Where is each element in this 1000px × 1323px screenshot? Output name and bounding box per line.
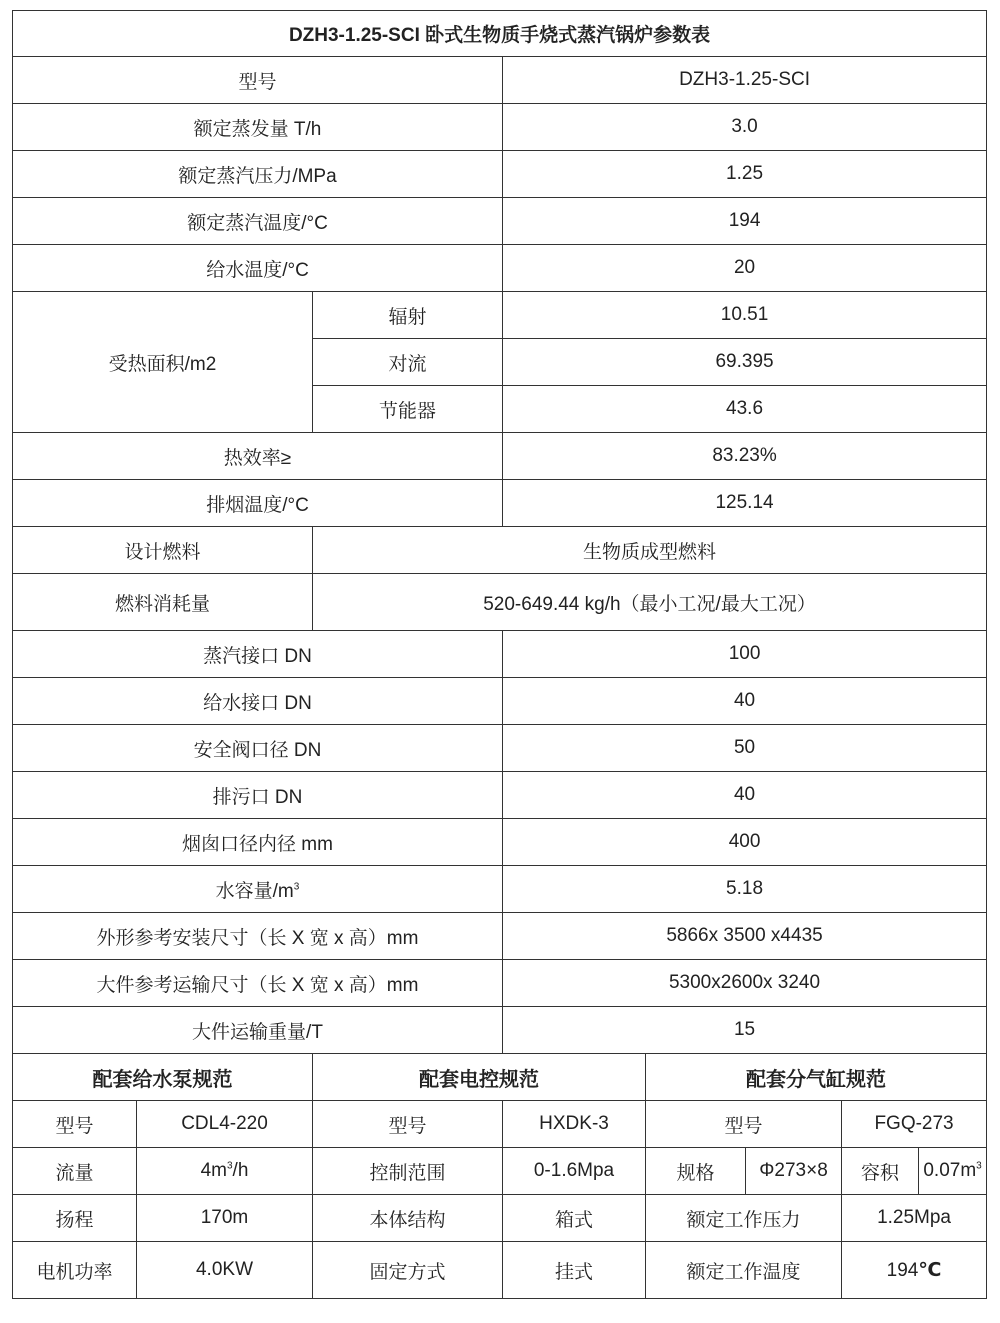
row-value: 125.14: [503, 480, 987, 527]
control-section-title: 配套电控规范: [313, 1054, 646, 1101]
row-value: 1.25: [503, 151, 987, 198]
flow-sup: 3: [226, 1160, 233, 1172]
pump-power-label: 电机功率: [13, 1242, 137, 1299]
row-value: 5866x 3500 x4435: [503, 913, 987, 960]
sub-label: 辐射: [313, 292, 503, 339]
row-value: 43.6: [503, 386, 987, 433]
sub-label: 对流: [313, 339, 503, 386]
heating-area-label: 受热面积/m2: [13, 292, 313, 433]
row-label: 外形参考安装尺寸（长 X 宽 x 高）mm: [13, 913, 503, 960]
row-label: 烟囱口径内径 mm: [13, 819, 503, 866]
boiler-parameter-table: [12, 10, 987, 1299]
row-value: 15: [503, 1007, 987, 1054]
table-row: [13, 574, 987, 631]
pump-section-title: 配套给水泵规范: [13, 1054, 313, 1101]
table-row: [13, 104, 987, 151]
pump-head: 170m: [137, 1195, 313, 1242]
temp-value: 194: [886, 1259, 919, 1281]
control-mount-label: 固定方式: [313, 1242, 503, 1299]
cylinder-volume-label: 容积: [842, 1148, 919, 1195]
row-label: 额定蒸汽温度/°C: [13, 198, 503, 245]
row-value: 10.51: [503, 292, 987, 339]
flow-value: 4m: [200, 1160, 227, 1181]
row-label: [13, 866, 503, 913]
row-label: 排烟温度/°C: [13, 480, 503, 527]
row-value: 83.23%: [503, 433, 987, 480]
pump-flow: [137, 1148, 313, 1195]
volume-value: 0.07m: [923, 1160, 977, 1181]
cylinder-pressure-label: 额定工作压力: [646, 1195, 842, 1242]
control-range: 0-1.6Mpa: [503, 1148, 646, 1195]
section-header-row: [13, 1054, 987, 1101]
table-row: [13, 1007, 987, 1054]
row-value: 40: [503, 678, 987, 725]
table-row: [13, 198, 987, 245]
row-label: 额定蒸发量 T/h: [13, 104, 503, 151]
pump-head-label: 扬程: [13, 1195, 137, 1242]
row-label: 蒸汽接口 DN: [13, 631, 503, 678]
row-label: 热效率≥: [13, 433, 503, 480]
table-row: [13, 678, 987, 725]
row-value: 生物质成型燃料: [313, 527, 987, 574]
row-label: 给水接口 DN: [13, 678, 503, 725]
table-row: [13, 245, 987, 292]
row-value: 5300x2600x 3240: [503, 960, 987, 1007]
row-label: 大件参考运输尺寸（长 X 宽 x 高）mm: [13, 960, 503, 1007]
water-sup: 3: [293, 881, 300, 893]
table-row: [13, 819, 987, 866]
temp-unit: ℃: [918, 1259, 942, 1281]
row-value: 50: [503, 725, 987, 772]
table-row: [13, 1148, 987, 1195]
row-label: 额定蒸汽压力/MPa: [13, 151, 503, 198]
table-row: [13, 772, 987, 819]
row-value: 3.0: [503, 104, 987, 151]
table-row: [13, 151, 987, 198]
row-value: DZH3-1.25-SCI: [503, 57, 987, 104]
cylinder-model: FGQ-273: [842, 1101, 987, 1148]
cylinder-spec-label: 规格: [646, 1148, 746, 1195]
table-row: [13, 1242, 987, 1299]
table-row: [13, 480, 987, 527]
cylinder-volume: [919, 1148, 987, 1195]
table-row: [13, 866, 987, 913]
cylinder-section-title: 配套分气缸规范: [646, 1054, 987, 1101]
flow-unit: /h: [232, 1160, 249, 1181]
row-label: 型号: [13, 57, 503, 104]
control-structure: 箱式: [503, 1195, 646, 1242]
table-row: [13, 527, 987, 574]
table-row: [13, 960, 987, 1007]
row-label: 排污口 DN: [13, 772, 503, 819]
table-row: [13, 913, 987, 960]
sub-label: 节能器: [313, 386, 503, 433]
row-label: 给水温度/°C: [13, 245, 503, 292]
row-value: 69.395: [503, 339, 987, 386]
control-mount: 挂式: [503, 1242, 646, 1299]
table-row: [13, 433, 987, 480]
row-value: 5.18: [503, 866, 987, 913]
control-range-label: 控制范围: [313, 1148, 503, 1195]
table-row: [13, 1195, 987, 1242]
table-row: [13, 725, 987, 772]
table-title: DZH3-1.25-SCI 卧式生物质手烧式蒸汽锅炉参数表: [13, 11, 987, 57]
cylinder-temp-label: 额定工作温度: [646, 1242, 842, 1299]
row-value: 520-649.44 kg/h（最小工况/最大工况）: [313, 574, 987, 631]
row-label: 设计燃料: [13, 527, 313, 574]
volume-sup: 3: [976, 1160, 982, 1172]
water-label: 水容量/m: [215, 880, 294, 902]
control-model: HXDK-3: [503, 1101, 646, 1148]
table-row: [13, 57, 987, 104]
control-structure-label: 本体结构: [313, 1195, 503, 1242]
row-label: 安全阀口径 DN: [13, 725, 503, 772]
pump-flow-label: 流量: [13, 1148, 137, 1195]
row-value: 20: [503, 245, 987, 292]
cylinder-model-label: 型号: [646, 1101, 842, 1148]
table-row: [13, 292, 987, 339]
cylinder-spec: Φ273×8: [746, 1148, 842, 1195]
pump-power: 4.0KW: [137, 1242, 313, 1299]
row-value: 100: [503, 631, 987, 678]
row-label: 燃料消耗量: [13, 574, 313, 631]
row-value: 400: [503, 819, 987, 866]
pump-model-label: 型号: [13, 1101, 137, 1148]
table-row: [13, 631, 987, 678]
cylinder-pressure: 1.25Mpa: [842, 1195, 987, 1242]
cylinder-temp: [842, 1242, 987, 1299]
pump-model: CDL4-220: [137, 1101, 313, 1148]
control-model-label: 型号: [313, 1101, 503, 1148]
table-row: [13, 1101, 987, 1148]
row-value: 40: [503, 772, 987, 819]
row-label: 大件运输重量/T: [13, 1007, 503, 1054]
row-value: 194: [503, 198, 987, 245]
